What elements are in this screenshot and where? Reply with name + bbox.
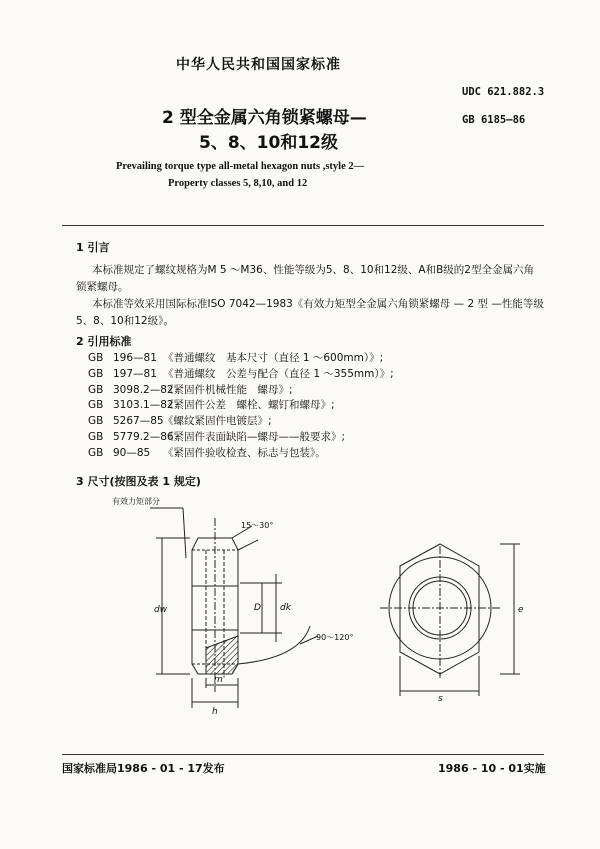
label-angle-side: 90～120° [316,633,354,642]
nut-drawing [0,488,600,728]
reference-item: GB 90—85 《紧固件验收检查、标志与包装》。 [88,446,326,459]
label-s: s [438,694,443,704]
angle-arc [238,626,310,664]
label-h: h [212,707,218,717]
label-m: m' [214,675,226,685]
angle-leader [238,540,258,550]
gb-number: GB 6185—86 [462,114,526,126]
issue-date: 国家标准局1986 - 01 - 17发布 [62,762,225,775]
reference-item: GB 197—81 《普通螺纹 公差与配合（直径 1 ～355mm）》; [88,367,394,380]
label-dw: dw [154,605,168,615]
torque-section-hatch [206,636,238,674]
reference-list [88,351,394,462]
label-dk: dk [280,603,291,613]
section-2-heading: 2 引用标准 [76,335,132,348]
issuer-title: 中华人民共和国国家标准 [176,57,341,73]
reference-item: GB 5267—85《螺纹紧固件电镀层》; [88,415,272,428]
section-3-heading: 3 尺寸(按图及表 1 规定) [76,475,201,488]
section-1-para-2-line-2: 5、8、10和12级》。 [76,315,174,327]
doc-title-en-line1: Prevailing torque type all-metal hexagon nuts ,style 2— [116,161,365,172]
udc-number: UDC 621.882.3 [462,86,545,98]
section-1-para-2-line-1: 本标准等效采用国际标准ISO 7042—1983《有效力矩型全金属六角锁紧螺母 — 2 型 —性能等级 [92,298,544,310]
label-leader [183,508,186,558]
reference-item: GB 3103.1—82《紧固件公差 螺栓、螺钉和螺母》; [88,399,335,412]
doc-title-zh-line1: 2 型全金属六角锁紧螺母— [162,108,367,128]
doc-title-zh-line2: 5、8、10和12级 [199,133,338,153]
bottom-rule [62,754,544,755]
reference-item: GB 5779.2—86《紧固件表面缺陷—螺母——般要求》; [88,430,346,443]
label-angle-top: 15～30° [241,521,274,530]
label-e: e [518,605,524,615]
label-d: D [254,603,261,613]
reference-item: GB 196—81 《普通螺纹 基本尺寸（直径 1 ～600mm）》; [88,352,384,364]
section-1-heading: 1 引言 [76,241,110,254]
reference-item: GB 3098.2—82《紧固件机械性能 螺母》; [88,383,293,396]
section-1-para-1-line-1: 本标准规定了螺纹规格为M 5 ～M36、性能等级为5、8、10和12级、A和B级的2型全金属六角 [92,264,534,276]
doc-title-en-line2: Property classes 5, 8,10, and 12 [168,178,308,189]
top-rule [62,225,544,226]
effective-date: 1986 - 10 - 01实施 [438,762,546,775]
label-torque-part: 有效力矩部分 [112,497,160,506]
section-1-para-1-line-2: 锁紧螺母。 [76,281,129,293]
